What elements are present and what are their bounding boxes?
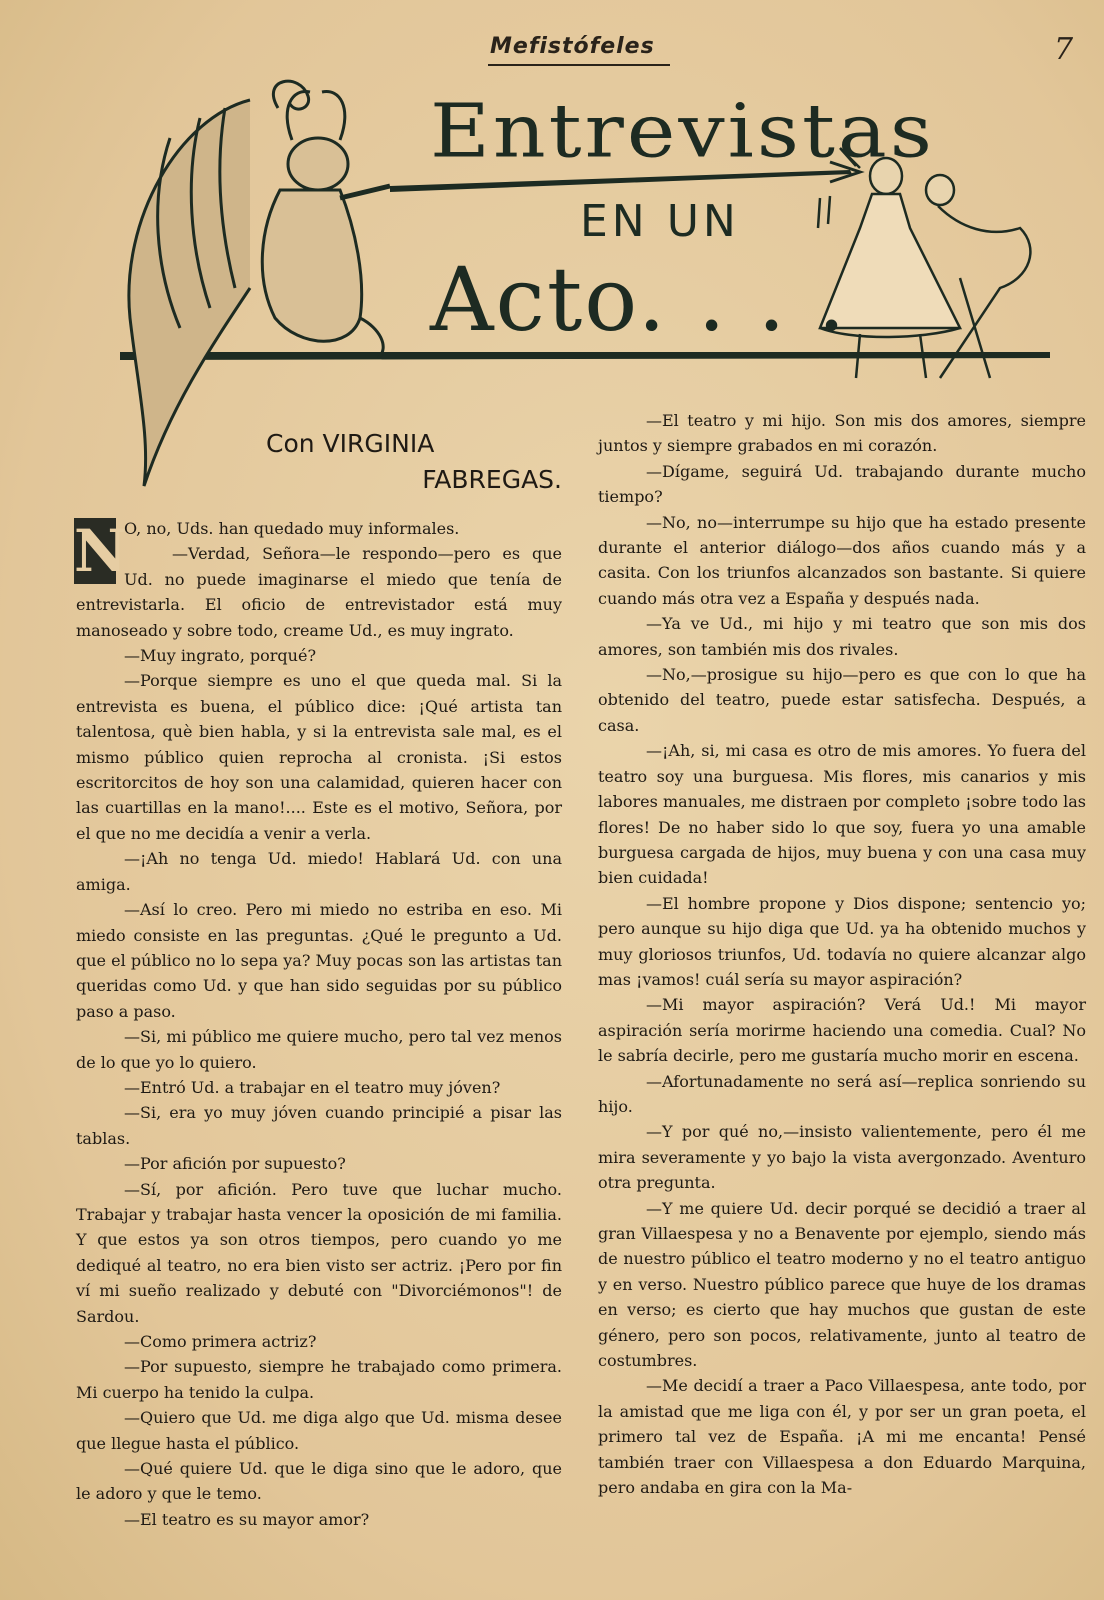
paragraph: —Verdad, Señora—le respondo—pero es que Ud. no puede imaginarse el miedo que tenía de entrevistarla. El oficio de entrevistador está muy manoseado y sobre todo, creame Ud., es muy ingrato. [76, 544, 562, 640]
paragraph [74, 516, 562, 585]
paragraph: —Por afición por supuesto? [124, 1154, 346, 1174]
paragraph: —Qué quiere Ud. que le diga sino que le adoro, que le adoro y que le temo. [76, 1459, 562, 1504]
drop-cap: N [74, 517, 128, 585]
dancing-couple-icon [818, 148, 1030, 378]
paragraph: —Me decidí a traer a Paco Villaespesa, ante todo, por la amistad que me liga con él, y por ser un gran poeta, el primero tal vez de España. ¡A mi me encanta! Pensé también traer con Villaespesa a don Eduardo Marquina, pero andaba en gira con la Ma- [598, 1376, 1086, 1498]
byline-line-1: Con VIRGINIA [266, 429, 435, 458]
paragraph: —Y por qué no,—insisto valientemente, pero él me mira severamente y yo bajo la vista avergonzado. Aventuro otra pregunta. [598, 1122, 1086, 1193]
paragraph: —Afortunadamente no será así—replica sonriendo su hijo. [598, 1071, 1086, 1116]
running-header [0, 28, 1104, 68]
paragraph: —Sí, por afición. Pero tuve que luchar mucho. Trabajar y trabajar hasta vencer la oposición de mi familia. Y que estos ya son otros tiempos, pero cuando yo me dediqué al teatro, no era bien visto ser actriz. ¡Pero por fin ví mi sueño realizado y debuté con "Divorciémonos"! de Sardou. [76, 1179, 562, 1326]
title-main: Entrevistas [430, 88, 935, 175]
magazine-name: Mefistófeles [490, 34, 655, 59]
paragraph: —Mi mayor aspiración? Verá Ud.! Mi mayor aspiración sería morirme haciendo una comedia. Cual? No le sabría decirle, pero me gustaría mucho morir en escena. [598, 995, 1086, 1066]
title-sub: EN UN [580, 196, 740, 247]
paragraph: —Como primera actriz? [124, 1332, 317, 1351]
left-column [76, 516, 562, 1532]
page-number: 7 [1054, 32, 1074, 67]
paragraph: —El teatro y mi hijo. Son mis dos amores, siempre juntos y siempre grabados en mi corazón. [598, 411, 1086, 456]
paragraph: —Ya ve Ud., mi hijo y mi teatro que son mis dos amores, son también mis dos rivales. [598, 614, 1086, 659]
paragraph: —Quiero que Ud. me diga algo que Ud. misma desee que llegue hasta el público. [76, 1408, 562, 1453]
paragraph: —Muy ingrato, porqué? [124, 646, 317, 666]
paragraph: —Así lo creo. Pero mi miedo no estriba en eso. Mi miedo consiste en las preguntas. ¿Qué le pregunto a Ud. que el público no lo sepa ya? Muy pocas son las artistas tan queridas como Ud. y que han sido seguidas por su público paso a paso. [76, 900, 562, 1021]
paragraph: —Porque siempre es uno el que queda mal. Si la entrevista es buena, el público dice: ¡Qué artista tan talentosa, què bien habla, y si la entrevista sale mal, es el mismo público quien reprocha al cronista. ¡Si estos escritorcitos de hoy son una calamidad, quieren hacer con las cuartillas en la mano!.... Este es el motivo, Señora, por el que no me decidía a venir a verla. [76, 671, 562, 843]
paragraph: —Si, era yo muy jóven cuando principié a pisar las tablas. [76, 1103, 562, 1148]
header-rule [488, 64, 670, 66]
byline [266, 426, 562, 498]
paragraph: —El hombre propone y Dios dispone; sentencio yo; pero aunque su hijo diga que Ud. ya ha obtenido muchos y muy gloriosos triunfos, Ud. todavía no quiere alcanzar algo mas ¡vamos! cuál sería su mayor aspiración? [598, 893, 1086, 989]
paragraph: —Dígame, seguirá Ud. trabajando durante mucho tiempo? [598, 461, 1086, 507]
paragraph: —¡Ah no tenga Ud. miedo! Hablará Ud. con una amiga. [76, 849, 562, 894]
paragraph: —Entró Ud. a trabajar en el teatro muy jóven? [124, 1077, 501, 1097]
paragraph: —Y me quiere Ud. decir porqué se decidió a traer al gran Villaespesa y no a Benavente por ejemplo, siendo más de nuestro público el teatro moderno y no el teatro antiguo y en verso. Nuestro público parece que huye de los dramas en verso; es cierto que hay muchos que gustan de este género, pero son pocos, relativamente, junto al teatro de costumbres. [598, 1198, 1086, 1371]
paragraph: —No,—prosigue su hijo—pero es que con lo que ha obtenido del teatro, puede estar satisfecha. Después, a casa. [598, 665, 1086, 735]
paragraph: —El teatro es su mayor amor? [124, 1509, 370, 1529]
paragraph-text: O, no, Uds. han quedado muy informales. [124, 519, 460, 538]
right-column [598, 408, 1086, 1500]
byline-line-2: FABREGAS. [422, 465, 562, 494]
title-last: Acto. . . . [430, 248, 848, 351]
paragraph: —¡Ah, si, mi casa es otro de mis amores. Yo fuera del teatro soy una burguesa. Mis flores, mis canarios y mis labores manuales, me distraen por completo ¡sobre todo las flores! De no haber sido lo que soy, fuera yo una amable burguesa cargada de hijos, muy buena y con una casa muy bien cuidada! [598, 741, 1086, 888]
paragraph: —Si, mi público me quiere mucho, pero tal vez menos de lo que yo lo quiero. [76, 1027, 562, 1072]
paragraph: —Por supuesto, siempre he trabajado como primera. Mi cuerpo ha tenido la culpa. [76, 1357, 562, 1402]
paragraph: —No, no—interrumpe su hijo que ha estado presente durante el anterior diálogo—dos años cuando más y a casita. Con los triunfos alcanzados son bastante. Si quiere cuando más otra vez a España y después nada. [598, 512, 1086, 608]
